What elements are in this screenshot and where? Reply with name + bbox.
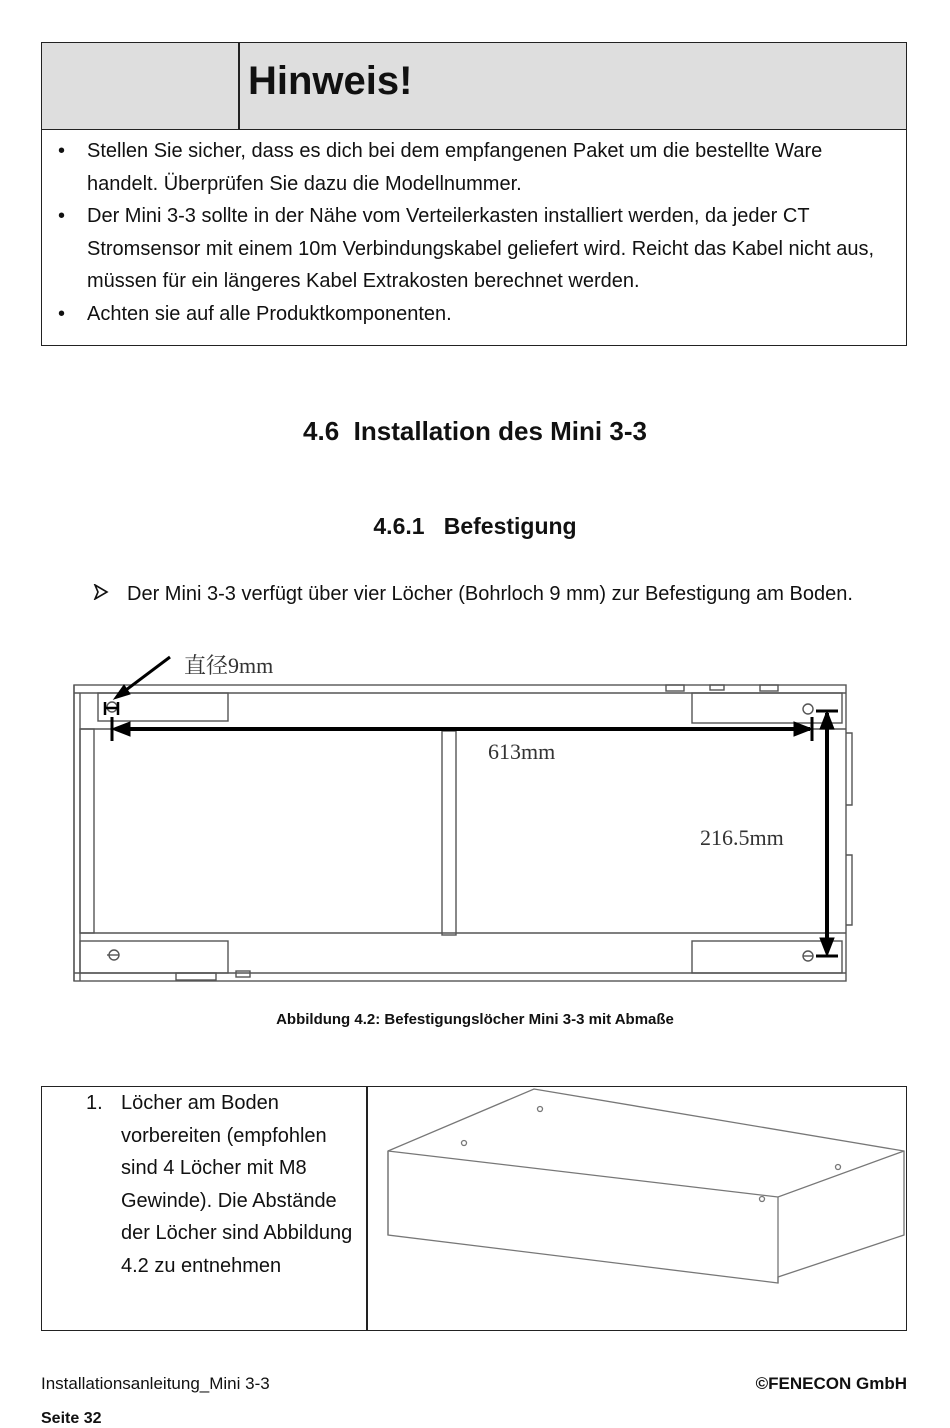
hinweis-box (41, 42, 907, 346)
arrow-bullet-icon (93, 583, 127, 606)
step-text: Löcher am Boden vorbereiten (empfohlen sind 4 Löcher mit M8 Gewinde). Die Abstände der Löcher sind Abbildung 4.2 zu entnehmen (121, 1092, 353, 1277)
arrow-bullet-item (93, 583, 853, 606)
step-table (41, 1086, 907, 1331)
floor-box-illustration (384, 1087, 908, 1332)
footer-copyright: ©FENECON GmbH (755, 1374, 907, 1393)
subsection-heading (0, 513, 950, 540)
section-heading (0, 416, 950, 447)
section-number: 4.6 (303, 416, 340, 446)
section-title: Installation des Mini 3-3 (353, 416, 647, 446)
hinweis-title: Hinweis! (248, 59, 413, 103)
hinweis-item: • Der Mini 3-3 sollte in der Nähe vom Verteilerkasten installiert werden, da jeder CT Stromsensor mit einem 10m Verbindungskabel geliefert wird. Reicht das Kabel nicht aus, müssen für ein längeres Kabel Extrakosten berechnet werden. (42, 200, 906, 298)
height-label: 216.5mm (700, 825, 784, 850)
subsection-title: Befestigung (443, 513, 577, 539)
hinweis-item: • Stellen Sie sicher, dass es dich bei dem empfangenen Paket um die bestellte Ware handelt. Überprüfen Sie dazu die Modellnummer. (42, 135, 906, 200)
hinweis-header (42, 43, 906, 130)
footer-document-title: Installationsanleitung_Mini 3-3 (41, 1374, 270, 1393)
header-divider (238, 43, 240, 129)
mounting-hole-drawing (60, 645, 860, 995)
step-table-divider (366, 1087, 368, 1330)
hinweis-item: • Achten sie auf alle Produktkomponenten. (42, 298, 906, 331)
bullet-text: Der Mini 3-3 verfügt über vier Löcher (Bohrloch 9 mm) zur Befestigung am Boden. (127, 583, 853, 605)
width-label: 613mm (488, 739, 556, 764)
figure-caption: Abbildung 4.2: Befestigungslöcher Mini 3-3 mit Abmaße (276, 1011, 674, 1028)
page-number: Seite 32 (41, 1410, 102, 1427)
step-number: 1. (86, 1092, 103, 1114)
diameter-label: 直径9mm (184, 653, 274, 678)
hinweis-list (42, 135, 906, 330)
subsection-number: 4.6.1 (373, 513, 425, 539)
